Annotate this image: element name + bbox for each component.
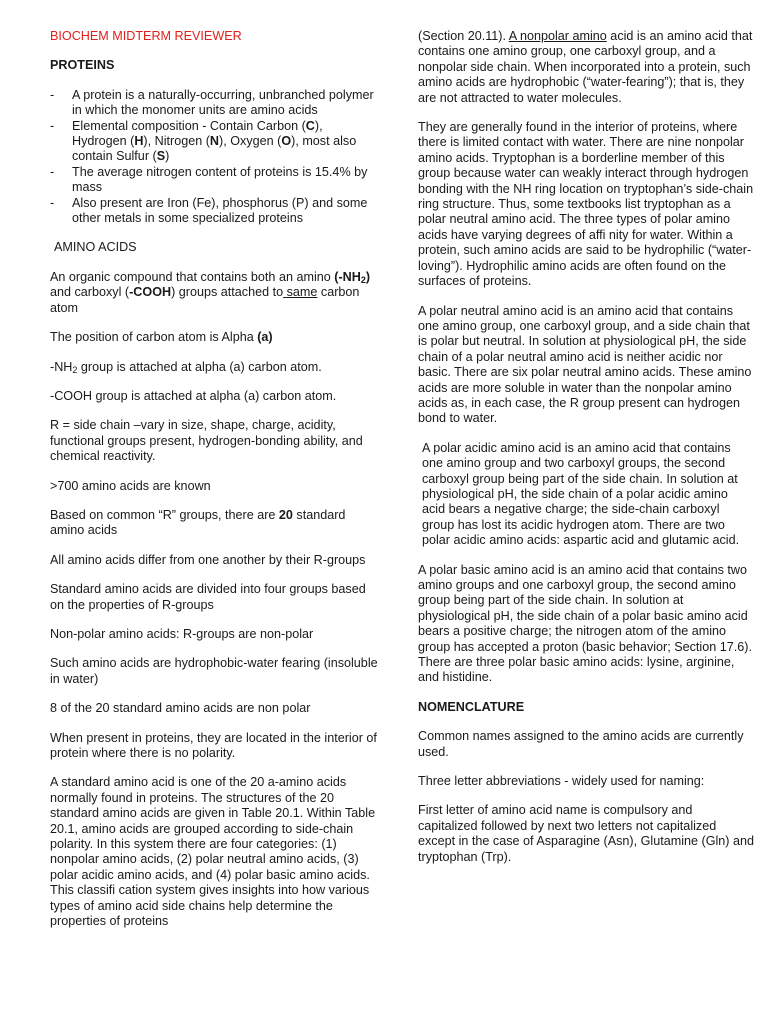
- bullet-dash: -: [50, 195, 55, 210]
- amino-acid-definition: An organic compound that contains both an amino $(-NH_2)$ and carboxyl (-COOH) groups attached to same carbon atom: [50, 269, 371, 315]
- polar-neutral-text: A polar neutral amino acid is an amino acid that contains one amino group, one carboxyl group, and a side chain that is polar but neutral. In solution at physiological pH, the side chain of a polar neutral amino acid is neither acidic nor basic. There are six polar neutral amino acids. These amino acids are more soluble in water than the nonpolar amino acids as, in each case, the R group present can hydrogen bond to water.: [418, 303, 752, 426]
- three-letter-text: Three letter abbreviations - widely used for naming:: [418, 774, 705, 789]
- right-column: [418, 29, 754, 879]
- amino-acids-heading: AMINO ACIDS: [54, 240, 137, 255]
- alpha-position-text: The position of carbon atom is Alpha (a): [50, 330, 273, 345]
- list-item: [50, 196, 380, 227]
- divided-text: Standard amino acids are divided into four groups based on the properties of R-groups: [50, 582, 366, 612]
- polar-acidic-text: A polar acidic amino acid is an amino acid that contains one amino group and two carboxyl groups, the second carboxyl group being part of the side chain. In solution at physiological pH, the side chain of a polar acidic amino acid bears a negative charge; the side-chain carboxyl group has lost its acidic hydrogen atom. There are two polar acidic amino acids: aspartic acid and glutamic acid.: [422, 440, 740, 548]
- nomenclature-heading: NOMENCLATURE: [418, 699, 525, 714]
- side-chain-text: R = side chain –vary in size, shape, charge, acidity, functional groups present, hydrogen-bonding ability, and chemical reactivity.: [50, 418, 363, 464]
- nonpolar-text: Non-polar amino acids: R-groups are non-polar: [50, 626, 314, 641]
- differ-text: All amino acids differ from one another by their R-groups: [50, 552, 366, 567]
- list-item: [50, 119, 380, 165]
- document-title: BIOCHEM MIDTERM REVIEWER: [50, 29, 242, 43]
- polar-basic-text: A polar basic amino acid is an amino acid that contains two amino groups and one carboxyl group, the second amino group being part of the side chain. In solution at physiological pH, the side chain of a polar basic amino acid bears a positive charge; the nitrogen atom of the amino group has accepted a proton (basic behavior; Section 17.6). There are three polar basic amino acids: lysine, arginine, and histidine.: [418, 562, 752, 685]
- bullet-dash: -: [50, 87, 55, 102]
- interior-text: They are generally found in the interior of proteins, where there is limited contact with water. There are nine nonpolar amino acids. Tryptophan is a borderline member of this group because water can weakly interact through hydrogen bonding with the NH ring location on tryptophan’s side-chain ring structure. Thus, some textbooks list tryptophan as a polar neutral amino acid. The three types of polar amino acids have varying degrees of affi nity for water. Within a protein, such amino acids are said to be hydrophilic (“water-loving”). Hydrophilic amino acids are often found on the surfaces of proteins.: [418, 120, 754, 289]
- bullet-text: Also present are Iron (Fe), phosphorus (P) and some other metals in some specialized proteins: [72, 195, 368, 226]
- left-column: [50, 29, 380, 943]
- nonpolar-definition-text: (Section 20.11). A nonpolar amino acid is an amino acid that contains one amino group, one carboxyl group, and a nonpolar side chain. When incorporated into a protein, such amino acids are hydrophobic (“water-fearing”); that is, they are not attracted to water molecules.: [418, 29, 753, 105]
- nh2-group-text: $-NH_2$ group is attached at alpha (a) carbon atom.: [50, 359, 322, 375]
- standard-count-text: Based on common “R” groups, there are 20 standard amino acids: [50, 507, 346, 538]
- bullet-text: A protein is a naturally-occurring, unbranched polymer in which the monomer units are amino acids: [72, 87, 374, 118]
- bullet-dash: -: [50, 118, 55, 133]
- standard-definition-text: A standard amino acid is one of the 20 a-amino acids normally found in proteins. The structures of the 20 standard amino acids are given in Table 20.1. Within Table 20.1, amino acids are grouped according to side-chain polarity. In this system there are four categories: (1) nonpolar amino acids, (2) polar neutral amino acids, (3) polar acidic amino acids, and (4) polar basic amino acids. This classifi cation system gives insights into how various types of amino acid side chains help determine the properties of proteins: [50, 775, 376, 929]
- first-letter-text: First letter of amino acid name is compulsory and capitalized followed by next two letters not capitalized except in the case of Asparagine (Asn), Glutamine (Gln) and tryptophan (Trp).: [418, 803, 755, 864]
- cooh-group-text: -COOH group is attached at alpha (a) carbon atom.: [50, 388, 337, 403]
- hydrophobic-text: Such amino acids are hydrophobic-water fearing (insoluble in water): [50, 656, 378, 686]
- proteins-bullet-list: [50, 88, 380, 227]
- location-text: When present in proteins, they are located in the interior of protein where there is no polarity.: [50, 730, 377, 760]
- bullet-dash: -: [50, 164, 55, 179]
- eight-nonpolar-text: 8 of the 20 standard amino acids are non polar: [50, 701, 311, 716]
- list-item: [50, 165, 380, 196]
- list-item: [50, 88, 380, 119]
- proteins-heading: PROTEINS: [50, 58, 115, 73]
- bullet-text: The average nitrogen content of proteins is 15.4% by mass: [72, 164, 368, 195]
- bullet-text: Elemental composition - Contain Carbon (C), Hydrogen (H), Nitrogen (N), Oxygen (O), most also contain Sulfur (S): [72, 118, 357, 164]
- known-count-text: >700 amino acids are known: [50, 478, 211, 493]
- common-names-text: Common names assigned to the amino acids are currently used.: [418, 729, 744, 759]
